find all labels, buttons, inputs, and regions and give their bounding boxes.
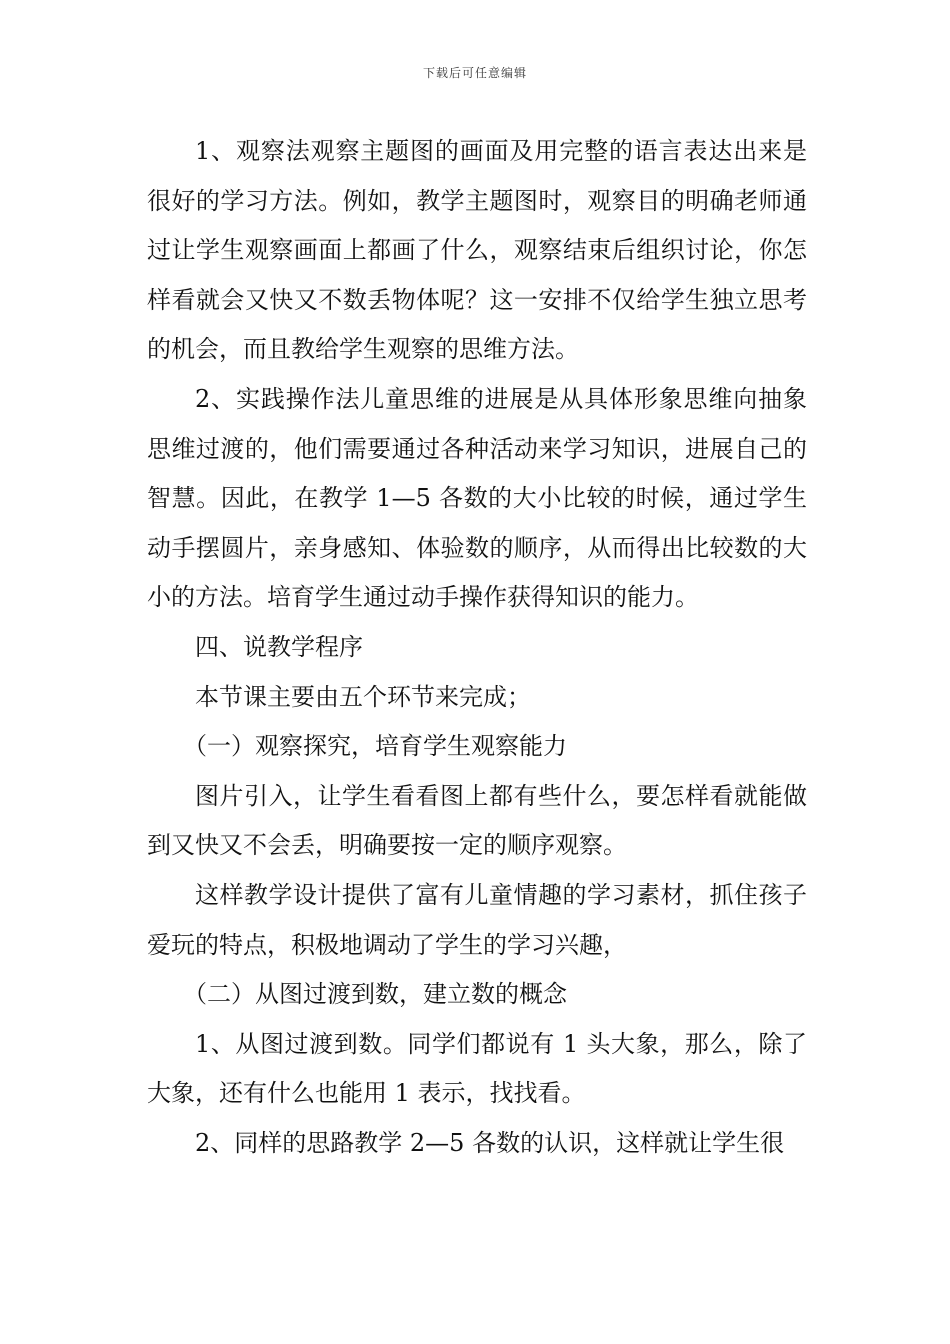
subheading-step-one: （一）观察探究，培育学生观察能力	[183, 732, 567, 761]
page-header: 下载后可任意编辑	[422, 66, 527, 80]
subheading-step-two: （二）从图过渡到数，建立数的概念	[183, 980, 567, 1009]
paragraph-numbers-two-to-five: 2、同样的思路教学 2—5 各数的认识，这样就让学生很	[195, 1128, 785, 1157]
document-body	[147, 127, 807, 1168]
paragraph-design-rationale: 这样教学设计提供了富有儿童情趣的学习素材，抓住孩子爱玩的特点，积极地调动了学生的学习兴趣，	[147, 880, 807, 959]
section-heading-teaching-procedure: 四、说教学程序	[195, 632, 363, 661]
paragraph-practice-method: 2、实践操作法儿童思维的进展是从具体形象思维向抽象思维过渡的，他们需要通过各种活动来学习知识，进展自己的智慧。因此，在教学 1—5 各数的大小比较的时候，通过学生动手摆圆片，亲身感知、体验数的顺序，从而得出比较数的大小的方法。培育学生通过动手操作获得知识的能力。	[147, 384, 807, 612]
paragraph-picture-intro: 图片引入，让学生看看图上都有些什么，要怎样看就能做到又快又不会丢，明确要按一定的顺序观察。	[147, 781, 807, 860]
paragraph-observation-method: 1、观察法观察主题图的画面及用完整的语言表达出来是很好的学习方法。例如，教学主题图时，观察目的明确老师通过让学生观察画面上都画了什么，观察结束后组织讨论，你怎样看就会又快又不数丢物体呢？这一安排不仅给学生独立思考的机会，而且教给学生观察的思维方法。	[147, 137, 807, 364]
paragraph-picture-to-number: 1、从图过渡到数。同学们都说有 1 头大象，那么，除了大象，还有什么也能用 1 表示，找找看。	[147, 1029, 807, 1108]
paragraph-five-steps: 本节课主要由五个环节来完成；	[195, 682, 531, 711]
